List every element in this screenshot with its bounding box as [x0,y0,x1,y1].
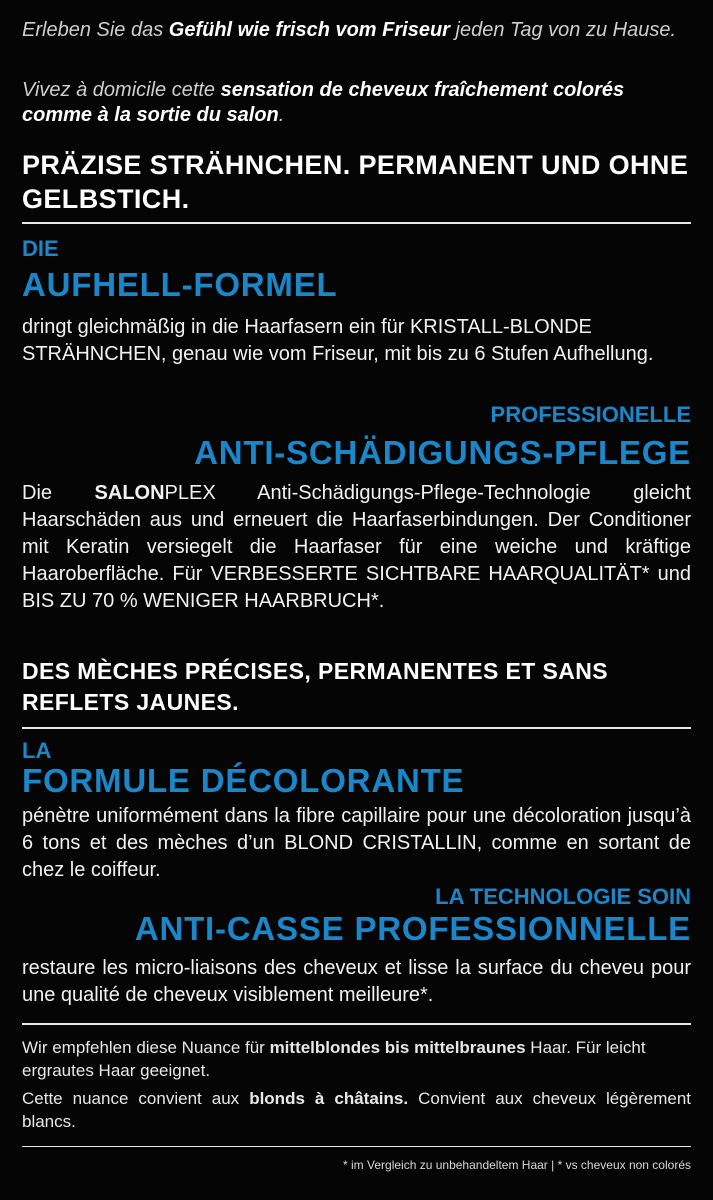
section-small-title: LA TECHNOLOGIE SOIN [435,884,691,909]
section-title: AUFHELL-FORMEL [22,266,338,303]
section-small-title: DIE [22,236,59,261]
section-body: Die SALONPLEX Anti-Schädigungs-Pflege-Technologie gleicht Haarschäden aus und erneuert die Haarfaserbindungen. Der Conditioner mit Keratin versiegelt die Haarfaser für eine weiche und kräftige Haaroberfläche. Für VERBESSERTE SICHTBARE HAARQUALITÄT* und BIS ZU 70 % WENIGER HAARBRUCH*. [22,482,691,612]
headline-fr: DES MÈCHES PRÉCISES, PERMANENTES ET SANS REFLETS JAUNES. [22,658,608,715]
divider [22,1146,691,1147]
section-body: pénètre uniformément dans la fibre capillaire pour une décoloration jusqu’à 6 tons et des mèches d’un BLOND CRISTALLIN, comme en sortant de chez le coiffeur. [22,805,691,881]
headline-de: PRÄZISE STRÄHNCHEN. PERMANENT UND OHNE GELBSTICH. [22,150,689,214]
section-title: FORMULE DÉCOLORANTE [22,762,465,799]
section-title: ANTI-CASSE PROFESSIONNELLE [134,910,691,947]
recommendation-de: Wir empfehlen diese Nuance für mittelblondes bis mittelbraunes Haar. Für leicht ergrautes Haar geeignet. [22,1038,646,1080]
divider [22,1023,691,1025]
section-small-title: LA [22,738,52,763]
intro-fr: Vivez à domicile cette sensation de cheveux fraîchement colorés comme à la sortie du salon. [22,79,625,126]
divider [22,727,691,729]
section-small-title: PROFESSIONELLE [490,402,691,427]
section-body: restaure les micro-liaisons des cheveux et lisse la surface du cheveu pour une qualité de cheveux visiblement meilleure*. [22,957,691,1006]
section-title: ANTI-SCHÄDIGUNGS-PFLEGE [194,434,691,471]
divider [22,222,691,224]
recommendation-fr: Cette nuance convient aux blonds à châtains. Convient aux cheveux légèrement blancs. [22,1089,691,1131]
intro-de: Erleben Sie das Gefühl wie frisch vom Friseur jeden Tag von zu Hause. [22,19,677,41]
section-body: dringt gleichmäßig in die Haarfasern ein für KRISTALL-BLONDE STRÄHNCHEN, genau wie vom Friseur, mit bis zu 6 Stufen Aufhellung. [22,316,654,365]
brand-name: SALON [94,482,165,504]
footnote: * im Vergleich zu unbehandeltem Haar | * vs cheveux non colorés [343,1158,691,1172]
